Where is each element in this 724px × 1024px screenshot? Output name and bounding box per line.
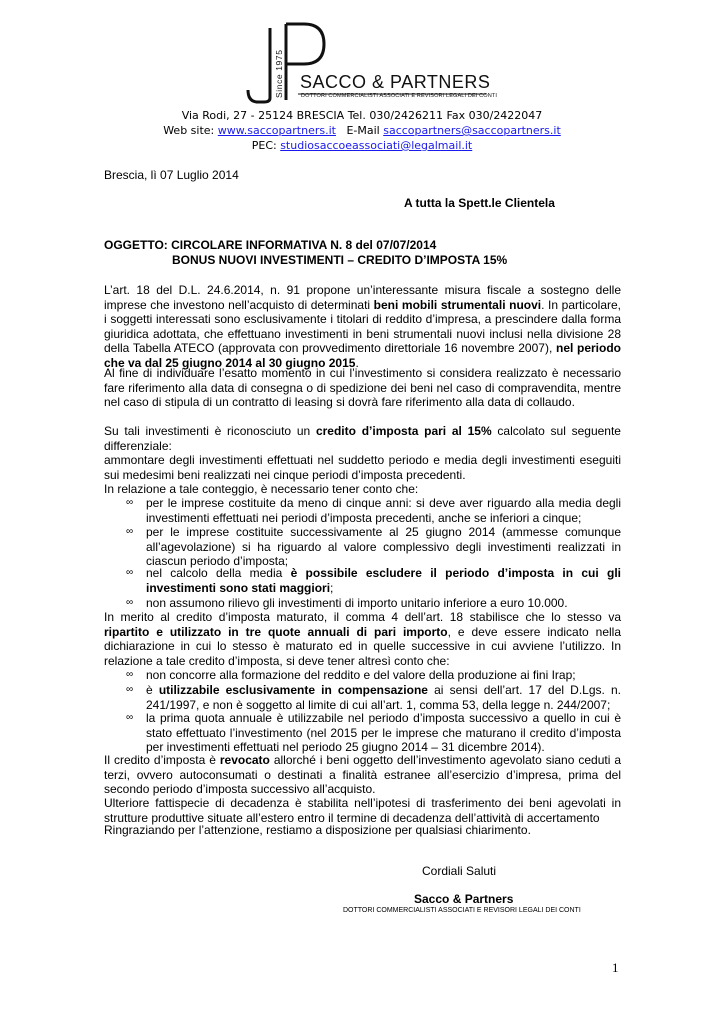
- subject-line-1: OGGETTO: CIRCOLARE INFORMATIVA N. 8 del 07/07/2014: [104, 238, 437, 252]
- recipient: A tutta la Spett.le Clientela: [404, 196, 555, 210]
- page-number: 1: [612, 960, 619, 975]
- paragraph-differential: ammontare degli investimenti effettuati nel suddetto periodo e media degli investimenti eseguiti sui medesimi beni realizzati nei cinque periodi d’imposta precedenti.: [104, 453, 621, 482]
- list-item: ∞ non assumono rilievo gli investimenti di importo unitario inferiore a euro 10.000.: [126, 596, 568, 610]
- bullet-icon: ∞: [126, 497, 134, 508]
- email-link[interactable]: saccopartners@saccopartners.it: [383, 124, 561, 137]
- pec-label: PEC:: [251, 139, 281, 152]
- paragraph-forfeiture: Ulteriore fattispecie di decadenza è stabilita nell’ipotesi di trasferimento dei beni agevolati in strutture produttive situate all’estero entro il termine di decadenza dell’attività di accertamento: [104, 796, 621, 825]
- bullet-icon: ∞: [126, 597, 134, 608]
- paragraph-thanks: Ringraziando per l’attenzione, restiamo a disposizione per qualsiasi chiarimento.: [104, 823, 531, 837]
- firm-subtitle: DOTTORI COMMERCIALISTI ASSOCIATI E REVISORI LEGALI DEI CONTI: [301, 93, 498, 99]
- list-item: ∞ nel calcolo della media è possibile escludere il periodo d’imposta in cui gli investimenti sono stati maggiori;: [126, 566, 622, 595]
- place-date: Brescia, lì 07 Luglio 2014: [104, 168, 239, 182]
- paragraph-timing: Al fine di individuare l’esatto momento in cui l’investimento si considera realizzato è necessario fare riferimento alla data di consegna o di spedizione dei beni nel caso di compravendita, mentre nel caso di stipula di un contratto di leasing si dovrà fare riferimento alla data di collaudo.: [104, 366, 621, 410]
- list-item: ∞ la prima quota annuale è utilizzabile nel periodo d’imposta successivo a quello in cui è stato effettuato l’investimento (nel 2015 per le imprese che maturano il credito d’imposta per investimenti effettuati nel periodo 25 giugno 2014 – 31 dicembre 2014).: [126, 711, 621, 755]
- paragraph-intro: L’art. 18 del D.L. 24.6.2014, n. 91 propone un’interessante misura fiscale a sostegno delle imprese che investono nell’acquisto di determinati beni mobili strumentali nuovi. In particolare, i soggetti interessati sono esclusivamente i titolari di reddito d’impresa, a prescindere dalla forma giuridica adottata, che effettuano investimenti in beni strumentali nuovi inclusi nella divisione 28 della Tabella ATECO (approvata con provvedimento direttoriale 16 novembre 2007), nel periodo che va dal 25 giugno 2014 al 30 giugno 2015.: [104, 283, 622, 370]
- web-label: Web site:: [163, 124, 218, 137]
- email-label: E-Mail: [335, 124, 384, 137]
- list-item: ∞ per le imprese costituite successivamente al 25 giugno 2014 (ammesse comunque all’agevolazione) si ha riguardo al valore complessivo degli investimenti realizzati in ciascun periodo d’imposta;: [126, 525, 621, 569]
- subject-line-2: BONUS NUOVI INVESTIMENTI – CREDITO D’IMPOSTA 15%: [172, 253, 508, 267]
- bullet-icon: ∞: [126, 684, 134, 695]
- paragraph-revocation: Il credito d’imposta è revocato allorché i beni oggetto dell’investimento agevolato siano ceduti a terzi, ovvero autoconsumati o destinati a finalità estranee all’esercizio d’impresa, prima del secondo periodo d’imposta successivo all’acquisto.: [104, 753, 621, 797]
- paragraph-reckoning: In relazione a tale conteggio, è necessario tener conto che:: [104, 482, 419, 496]
- pec-line: [0, 139, 724, 153]
- paragraph-credit: Su tali investimenti è riconosciuto un credito d’imposta pari al 15% calcolato sul seguente differenziale:: [104, 424, 621, 453]
- pec-link[interactable]: studiosaccoeassociati@legalmail.it: [280, 139, 473, 152]
- website-link[interactable]: www.saccopartners.it: [217, 124, 336, 137]
- signature-name: Sacco & Partners: [414, 892, 514, 906]
- firm-name: SACCO & PARTNERS: [300, 72, 491, 92]
- contact-line: [0, 124, 724, 138]
- closing-greeting: Cordiali Saluti: [422, 864, 497, 878]
- list-item: ∞ non concorre alla formazione del reddito e del valore della produzione ai fini Irap;: [126, 668, 576, 682]
- bullet-icon: ∞: [126, 712, 134, 723]
- bullet-icon: ∞: [126, 669, 134, 680]
- bullet-icon: ∞: [126, 526, 134, 537]
- logo-since-text: Since 1975: [274, 49, 284, 98]
- paragraph-installments: In merito al credito d’imposta maturato, il comma 4 dell’art. 18 stabilisce che lo stesso va ripartito e utilizzato in tre quote annuali di pari importo, e deve essere indicato nella dichiarazione in cui lo stesso è maturato ed in quelle successive in cui avviene l’utilizzo. In relazione a tale credito d’imposta, si deve tener altresì conto che:: [104, 610, 622, 668]
- signature-subtitle: DOTTORI COMMERCIALISTI ASSOCIATI E REVISORI LEGALI DEI CONTI: [343, 907, 581, 914]
- list-item: ∞ per le imprese costituite da meno di cinque anni: si deve aver riguardo alla media degli investimenti effettuati nei periodi d’imposta precedenti, anche se inferiori a cinque;: [126, 496, 621, 525]
- bullet-icon: ∞: [126, 567, 134, 578]
- address-line: Via Rodi, 27 - 25124 BRESCIA Tel. 030/2426211 Fax 030/2422047: [181, 109, 543, 122]
- list-item: ∞ è utilizzabile esclusivamente in compensazione ai sensi dell’art. 17 del D.Lgs. n. 241/1997, e non è soggetto al limite di cui all’art. 1, comma 53, della legge n. 244/2007;: [126, 683, 621, 712]
